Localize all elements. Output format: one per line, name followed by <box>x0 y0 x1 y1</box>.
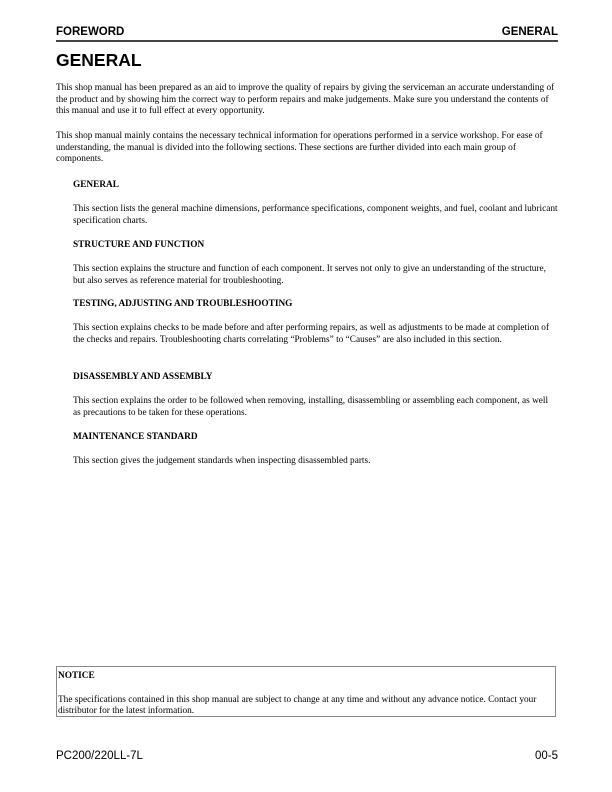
notice-text: The specifications contained in this shop manual are subject to change at any time and without any advance notice. Contact your distributor for the latest information. <box>58 694 537 717</box>
section-heading-maintenance: MAINTENANCE STANDARD <box>73 432 198 442</box>
intro-paragraph-1: This shop manual has been prepared as an aid to improve the quality of repairs by giving the serviceman an accurate understanding of the product and by showing him the correct way to perform repairs and make judgements. Make sure you understand the contents of this manual and use it to full effect at every opportunity. <box>56 83 555 117</box>
section-heading-disassembly: DISASSEMBLY AND ASSEMBLY <box>73 372 213 382</box>
section-text-testing: This section explains checks to be made before and after performing repairs, as well as adjustments to be made at completion of the checks and repairs. Troubleshooting charts correlating “Problems” to “Causes” are also included in this section. <box>73 323 550 345</box>
header-section-label: FOREWORD <box>56 26 125 38</box>
page-title: GENERAL <box>56 50 142 70</box>
header-rule <box>56 40 558 42</box>
section-text-disassembly: This section explains the order to be followed when removing, installing, disassembling or assembling each component, as well as precautions to be taken for these operations. <box>73 396 549 418</box>
notice-heading: NOTICE <box>58 671 95 681</box>
notice-box <box>56 666 556 717</box>
header-chapter-label: GENERAL <box>501 26 558 38</box>
footer-model: PC200/220LL-7L <box>56 750 143 762</box>
section-text-maintenance: This section gives the judgement standards when inspecting disassembled parts. <box>73 456 371 466</box>
intro-paragraph-2: This shop manual mainly contains the necessary technical information for operations performed in a service workshop. For ease of understanding, the manual is divided into the following sections. These sections are further divided into each main group of components. <box>56 131 543 165</box>
section-text-general: This section lists the general machine dimensions, performance specifications, component weights, and fuel, coolant and lubricant specification charts. <box>73 204 558 226</box>
section-heading-structure: STRUCTURE AND FUNCTION <box>73 240 205 250</box>
section-heading-testing: TESTING, ADJUSTING AND TROUBLESHOOTING <box>73 299 293 309</box>
section-text-structure: This section explains the structure and function of each component. It serves not only to give an understanding of the structure, but also serves as reference material for troubleshooting. <box>73 264 546 286</box>
footer-page-number: 00-5 <box>534 750 558 762</box>
section-heading-general: GENERAL <box>73 180 119 190</box>
